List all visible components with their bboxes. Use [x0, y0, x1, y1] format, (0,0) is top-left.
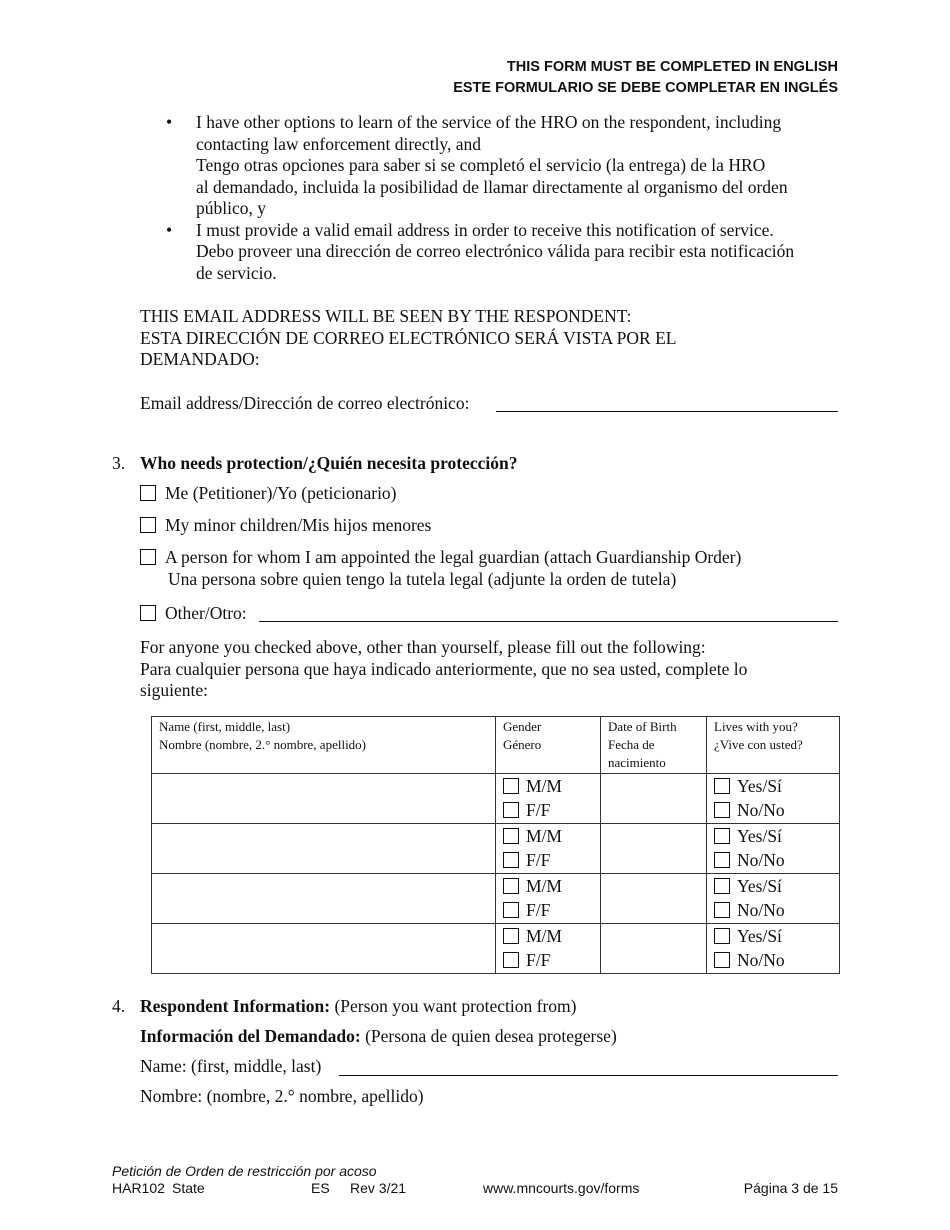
lives-cell: [707, 924, 840, 974]
respondent-name-label: Name: (first, middle, last): [140, 1056, 322, 1076]
header-line-es: ESTE FORMULARIO SE DEBE COMPLETAR EN INGLÉS: [453, 80, 838, 96]
gender-male-option[interactable]: M/M: [503, 924, 593, 948]
no-checkbox[interactable]: [714, 952, 730, 968]
lives-no-option[interactable]: No/No: [714, 848, 832, 872]
yes-checkbox[interactable]: [714, 928, 730, 944]
male-checkbox[interactable]: [503, 778, 519, 794]
minor-children-checkbox[interactable]: [140, 517, 156, 533]
footer-page-number: Página 3 de 15: [743, 1180, 838, 1196]
lives-no-option[interactable]: No/No: [714, 948, 832, 972]
respondent-name-field[interactable]: [339, 1075, 838, 1076]
header-line-en: THIS FORM MUST BE COMPLETED IN ENGLISH: [506, 59, 838, 75]
q4-title-en: Respondent Information: (Person you want protection from): [140, 996, 577, 1016]
protected-persons-table: [151, 716, 840, 974]
other-checkbox[interactable]: [140, 605, 156, 621]
female-checkbox[interactable]: [503, 952, 519, 968]
yes-checkbox[interactable]: [714, 828, 730, 844]
option-me[interactable]: Me (Petitioner)/Yo (peticionario): [140, 483, 397, 505]
footer-url[interactable]: www.mncourts.gov/forms: [483, 1180, 640, 1196]
lives-no-option[interactable]: No/No: [714, 898, 832, 922]
q3-instructions: For anyone you checked above, other than yourself, please fill out the following: Para cualquier persona que haya indicado anteriormente, que no sea usted, complete lo siguiente:: [140, 637, 748, 700]
name-cell[interactable]: [152, 874, 496, 924]
lives-cell: [707, 824, 840, 874]
service-notice-bullets: [140, 112, 840, 284]
footer-revision: Rev 3/21: [350, 1180, 407, 1196]
footer-form-code: HAR102: [112, 1180, 165, 1196]
gender-cell: [496, 774, 601, 824]
gender-male-option[interactable]: M/M: [503, 824, 593, 848]
q3-title: Who needs protection/¿Quién necesita protección?: [140, 453, 518, 473]
gender-cell: [496, 874, 601, 924]
col-lives-header: Lives with you? ¿Vive con usted?: [707, 717, 840, 774]
col-dob-header: Date of Birth Fecha de nacimiento: [601, 717, 707, 774]
no-checkbox[interactable]: [714, 852, 730, 868]
email-label: Email address/Dirección de correo electrónico:: [140, 393, 470, 413]
form-language-notice: [453, 57, 838, 99]
footer-form-title: Petición de Orden de restricción por acoso: [112, 1163, 377, 1179]
gender-male-option[interactable]: M/M: [503, 774, 593, 798]
dob-cell[interactable]: [601, 824, 707, 874]
dob-cell[interactable]: [601, 924, 707, 974]
dob-cell[interactable]: [601, 874, 707, 924]
name-cell[interactable]: [152, 774, 496, 824]
gender-female-option[interactable]: F/F: [503, 898, 593, 922]
table-header-row: [152, 717, 840, 774]
gender-male-option[interactable]: M/M: [503, 874, 593, 898]
male-checkbox[interactable]: [503, 878, 519, 894]
no-checkbox[interactable]: [714, 902, 730, 918]
option-guardian[interactable]: A person for whom I am appointed the legal guardian (attach Guardianship Order) Una persona sobre quien tengo la tutela legal (adjunte la orden de tutela): [140, 547, 741, 590]
gender-female-option[interactable]: F/F: [503, 848, 593, 872]
yes-checkbox[interactable]: [714, 878, 730, 894]
footer-jurisdiction: State: [172, 1180, 205, 1196]
gender-cell: [496, 924, 601, 974]
email-visibility-notice: THIS EMAIL ADDRESS WILL BE SEEN BY THE RESPONDENT: ESTA DIRECCIÓN DE CORREO ELECTRÓNICO SERÁ VISTA POR EL DEMANDADO:: [140, 306, 677, 369]
other-field[interactable]: [259, 621, 838, 622]
lives-cell: [707, 774, 840, 824]
lives-no-option[interactable]: No/No: [714, 798, 832, 822]
q4-title-es: Información del Demandado: (Persona de quien desea protegerse): [140, 1026, 617, 1046]
col-gender-header: Gender Género: [496, 717, 601, 774]
table-row: [152, 874, 840, 924]
gender-cell: [496, 824, 601, 874]
lives-yes-option[interactable]: Yes/Sí: [714, 774, 832, 798]
respondent-name-label-es: Nombre: (nombre, 2.° nombre, apellido): [140, 1086, 424, 1106]
option-other[interactable]: Other/Otro:: [140, 603, 247, 625]
male-checkbox[interactable]: [503, 928, 519, 944]
email-field[interactable]: [496, 411, 838, 412]
no-checkbox[interactable]: [714, 802, 730, 818]
gender-female-option[interactable]: F/F: [503, 798, 593, 822]
female-checkbox[interactable]: [503, 802, 519, 818]
table-row: [152, 824, 840, 874]
name-cell[interactable]: [152, 824, 496, 874]
lives-yes-option[interactable]: Yes/Sí: [714, 874, 832, 898]
guardian-checkbox[interactable]: [140, 549, 156, 565]
bullet-other-options: • I have other options to learn of the service of the HRO on the respondent, including contacting law enforcement directly, and Tengo otras opciones para saber si se completó el servicio (la entrega) de la HRO al demandado, incluida la posibilidad de llamar directamente al organismo del orden público, y: [140, 112, 840, 220]
option-minor-children[interactable]: My minor children/Mis hijos menores: [140, 515, 431, 537]
lives-yes-option[interactable]: Yes/Sí: [714, 924, 832, 948]
male-checkbox[interactable]: [503, 828, 519, 844]
bullet-valid-email: • I must provide a valid email address in order to receive this notification of service. Debo proveer una dirección de correo electrónico válida para recibir esta notificación de servicio.: [140, 220, 840, 285]
me-checkbox[interactable]: [140, 485, 156, 501]
name-cell[interactable]: [152, 924, 496, 974]
lives-cell: [707, 874, 840, 924]
q3-number: 3.: [112, 453, 126, 473]
table-row: [152, 774, 840, 824]
q4-number: 4.: [112, 996, 126, 1016]
female-checkbox[interactable]: [503, 902, 519, 918]
footer-language: ES: [311, 1180, 330, 1196]
dob-cell[interactable]: [601, 774, 707, 824]
lives-yes-option[interactable]: Yes/Sí: [714, 824, 832, 848]
col-name-header: Name (first, middle, last) Nombre (nombre, 2.° nombre, apellido): [152, 717, 496, 774]
female-checkbox[interactable]: [503, 852, 519, 868]
yes-checkbox[interactable]: [714, 778, 730, 794]
table-row: [152, 924, 840, 974]
gender-female-option[interactable]: F/F: [503, 948, 593, 972]
